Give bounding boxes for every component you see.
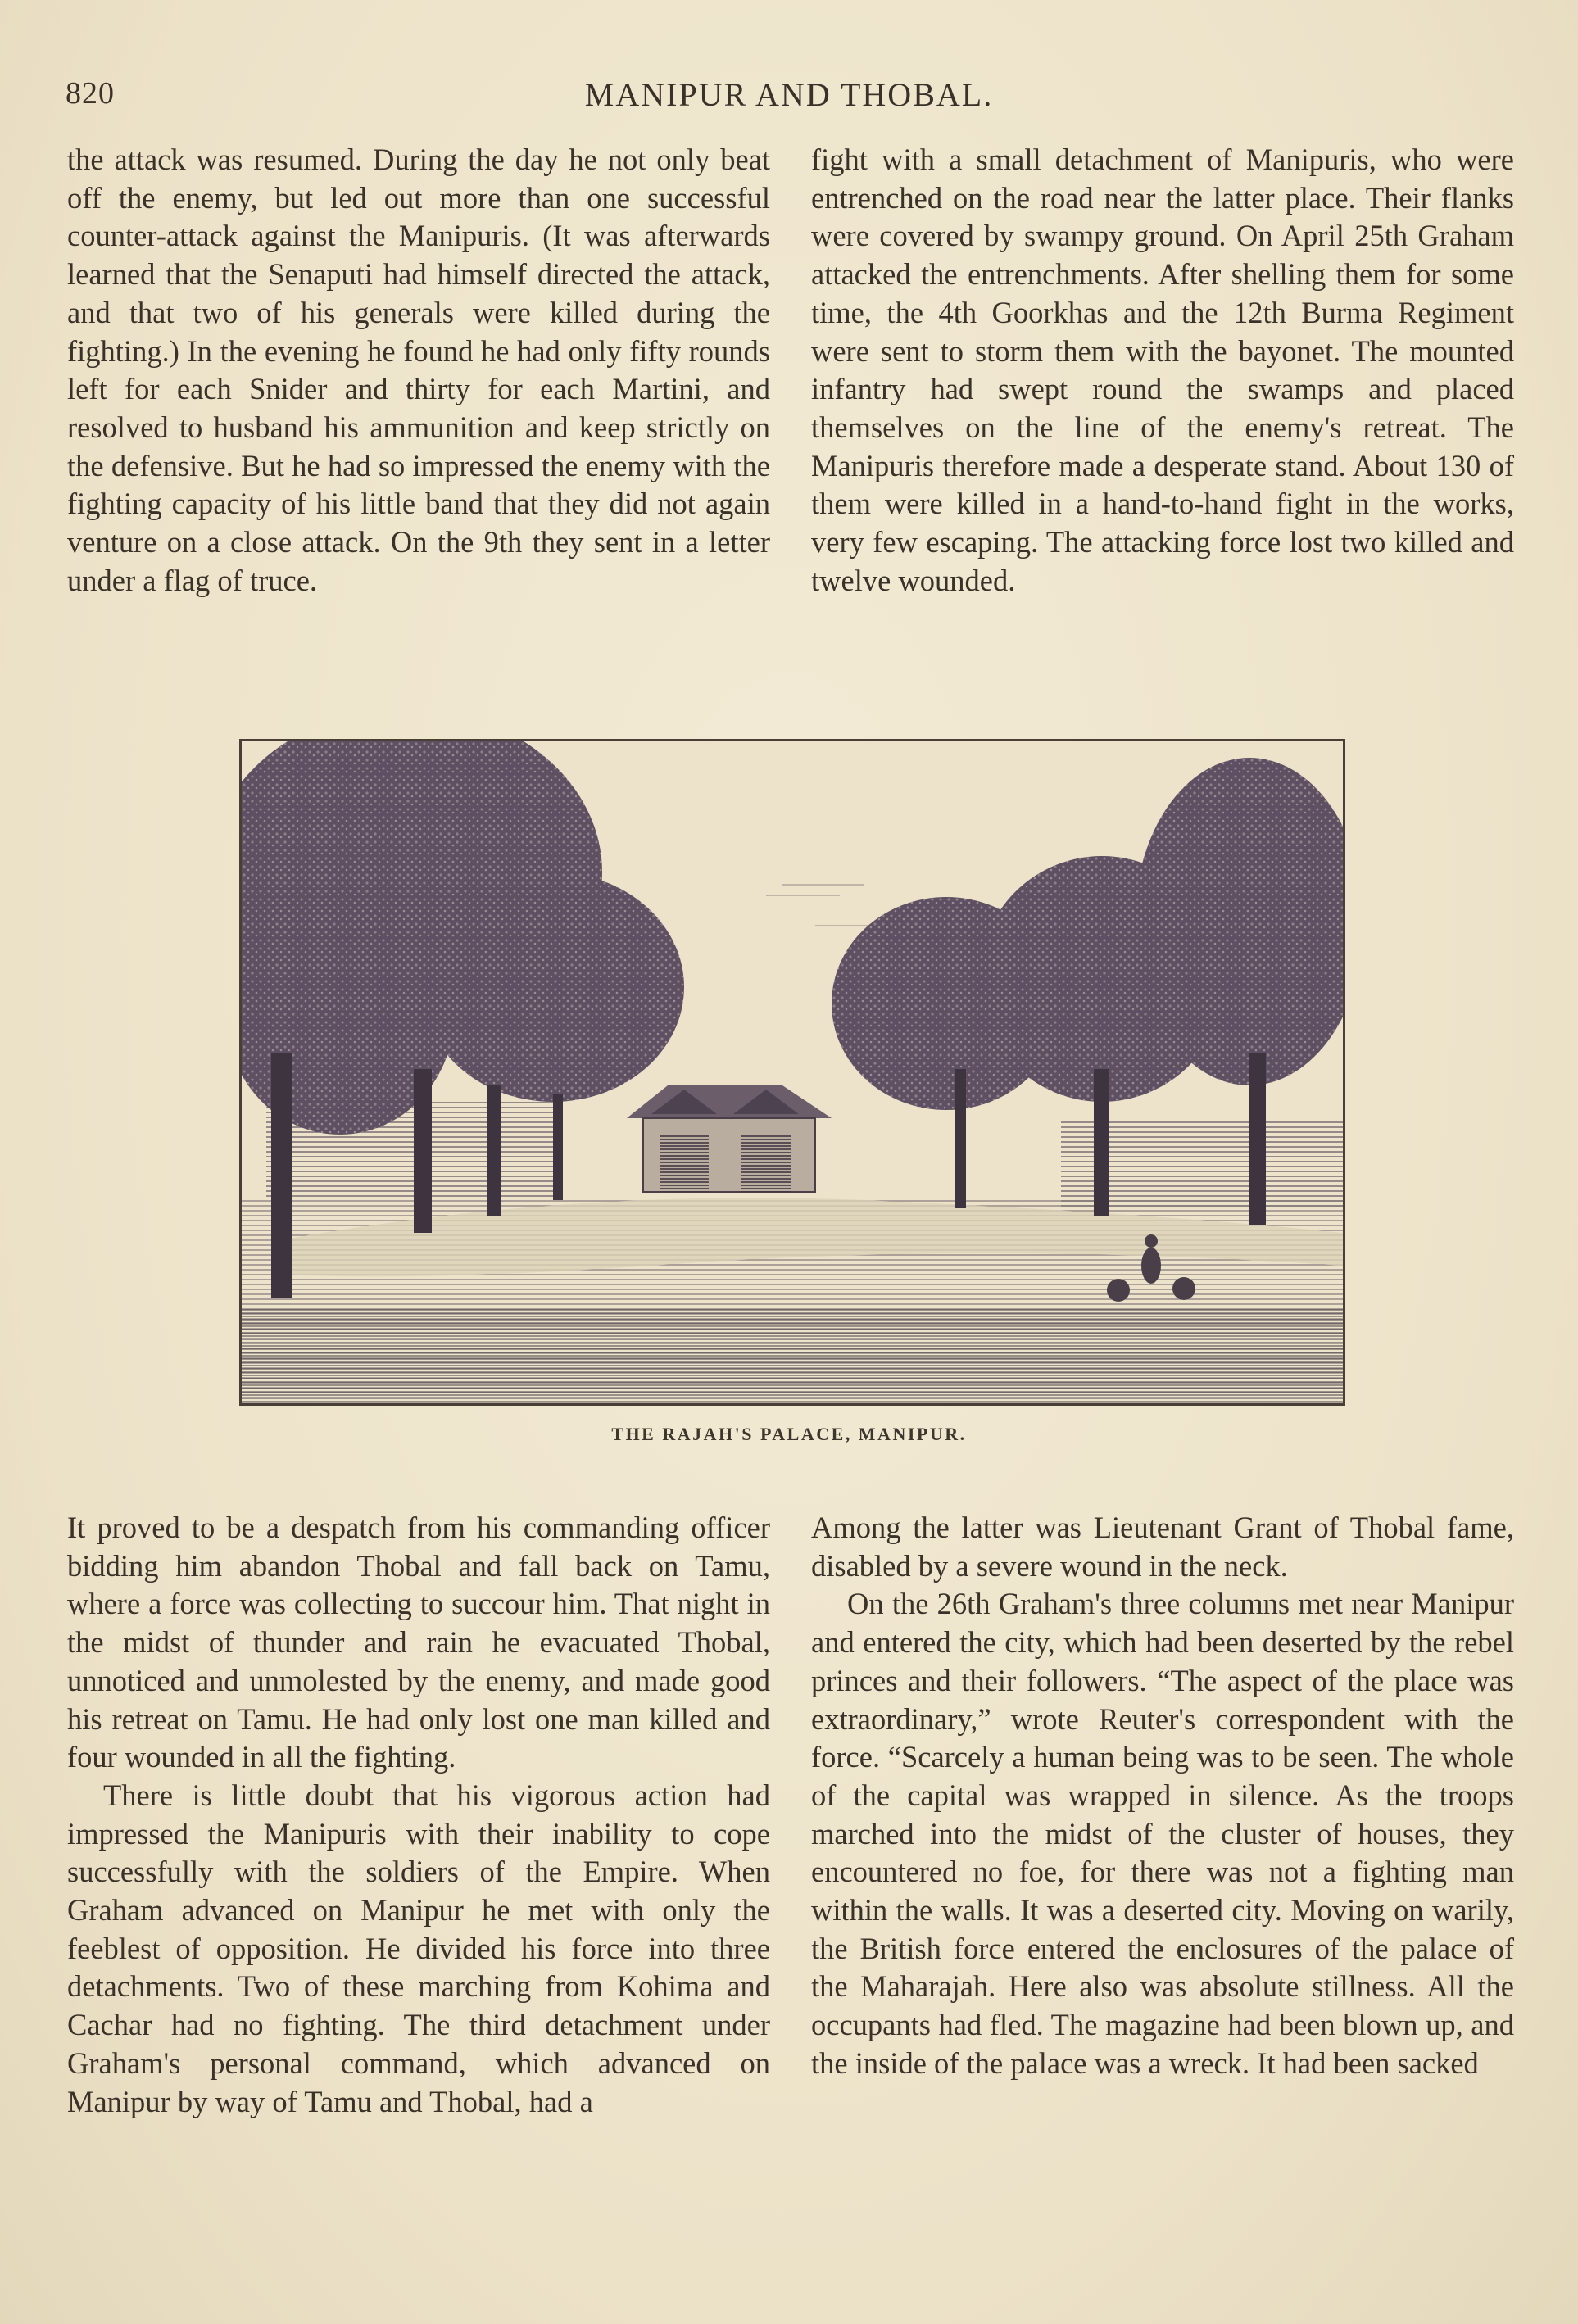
running-title: MANIPUR AND THOBAL. xyxy=(584,76,994,113)
paragraph: Among the latter was Lieutenant Grant of Thobal fame, disabled by a severe wound in the neck. xyxy=(811,1511,1514,1583)
top-left-column xyxy=(67,141,770,600)
bottom-right-column xyxy=(811,1509,1514,2083)
paragraph: On the 26th Graham's three columns met near Manipur and entered the city, which had been deserted by the rebel princes and their followers. “The aspect of the place was extraordinary,” wrote Reuter's correspondent with the force. “Scarcely a human being was to be seen. The whole of the capital was wrapped in silence. As the troops marched into the midst of the cluster of houses, they encountered no foe, for there was not a fighting man within the walls. It was a deserted city. Moving on warily, the British force entered the enclosures of the palace of the Maharajah. Here also was absolute stillness. All the occupants had fled. The magazine had been blown up, and the inside of the palace was a wreck. It had been sacked xyxy=(811,1587,1514,2080)
page-number: 820 xyxy=(66,76,115,111)
paragraph: There is little doubt that his vigorous action had impressed the Manipuris with their inability to cope successfully with the soldiers of the Empire. When Graham advanced on Manipur he met with only the feeblest of opposition. He divided his force into three detachments. Two of these marching from Kohima and Cachar had no fighting. The third detachment under Graham's personal command, which advanced on Manipur by way of Tamu and Thobal, had a xyxy=(67,1778,770,2118)
paragraph: the attack was resumed. During the day he not only beat off the enemy, but led out more than one successful counter-attack against the Manipuris. (It was afterwards learned that the Senaputi had himself directed the attack, and that two of his generals were killed during the fighting.) In the evening he found he had only fifty rounds left for each Snider and thirty for each Martini, and resolved to husband his ammunition and keep strictly on the defensive. But he had so impressed the enemy with the fighting capacity of his little band that they did not again venture on a close attack. On the 9th they sent in a letter under a flag of truce. xyxy=(67,143,770,597)
page-header xyxy=(66,75,1512,116)
paragraph: fight with a small detachment of Manipuris, who were entrenched on the road near the latter place. Their flanks were covered by swampy ground. On April 25th Graham attacked the entrenchments. After shelling them for some time, the 4th Goorkhas and the 12th Burma Regiment were sent to storm them with the bayonet. The mounted infantry had swept round the swamps and placed themselves on the line of the enemy's retreat. The Manipuris therefore made a desperate stand. About 130 of them were killed in a hand-to-hand fight in the works, very few escaping. The attacking force lost two killed and twelve wounded. xyxy=(811,143,1514,597)
figure-caption: THE RAJAH'S PALACE, MANIPUR. xyxy=(611,1424,967,1444)
palace-engraving xyxy=(239,739,1345,1406)
palace-building xyxy=(627,1085,832,1192)
top-right-column xyxy=(811,141,1514,600)
paragraph: It proved to be a despatch from his commanding officer bidding him abandon Thobal and fall back on Tamu, where a force was collecting to succour him. That night in the midst of thunder and rain he evacuated Thobal, unnoticed and unmolested by the enemy, and made good his retreat on Tamu. He had only lost one man killed and four wounded in all the fighting. xyxy=(67,1511,770,1774)
bottom-left-column xyxy=(67,1509,770,2121)
engraving-illustration xyxy=(242,741,1343,1403)
